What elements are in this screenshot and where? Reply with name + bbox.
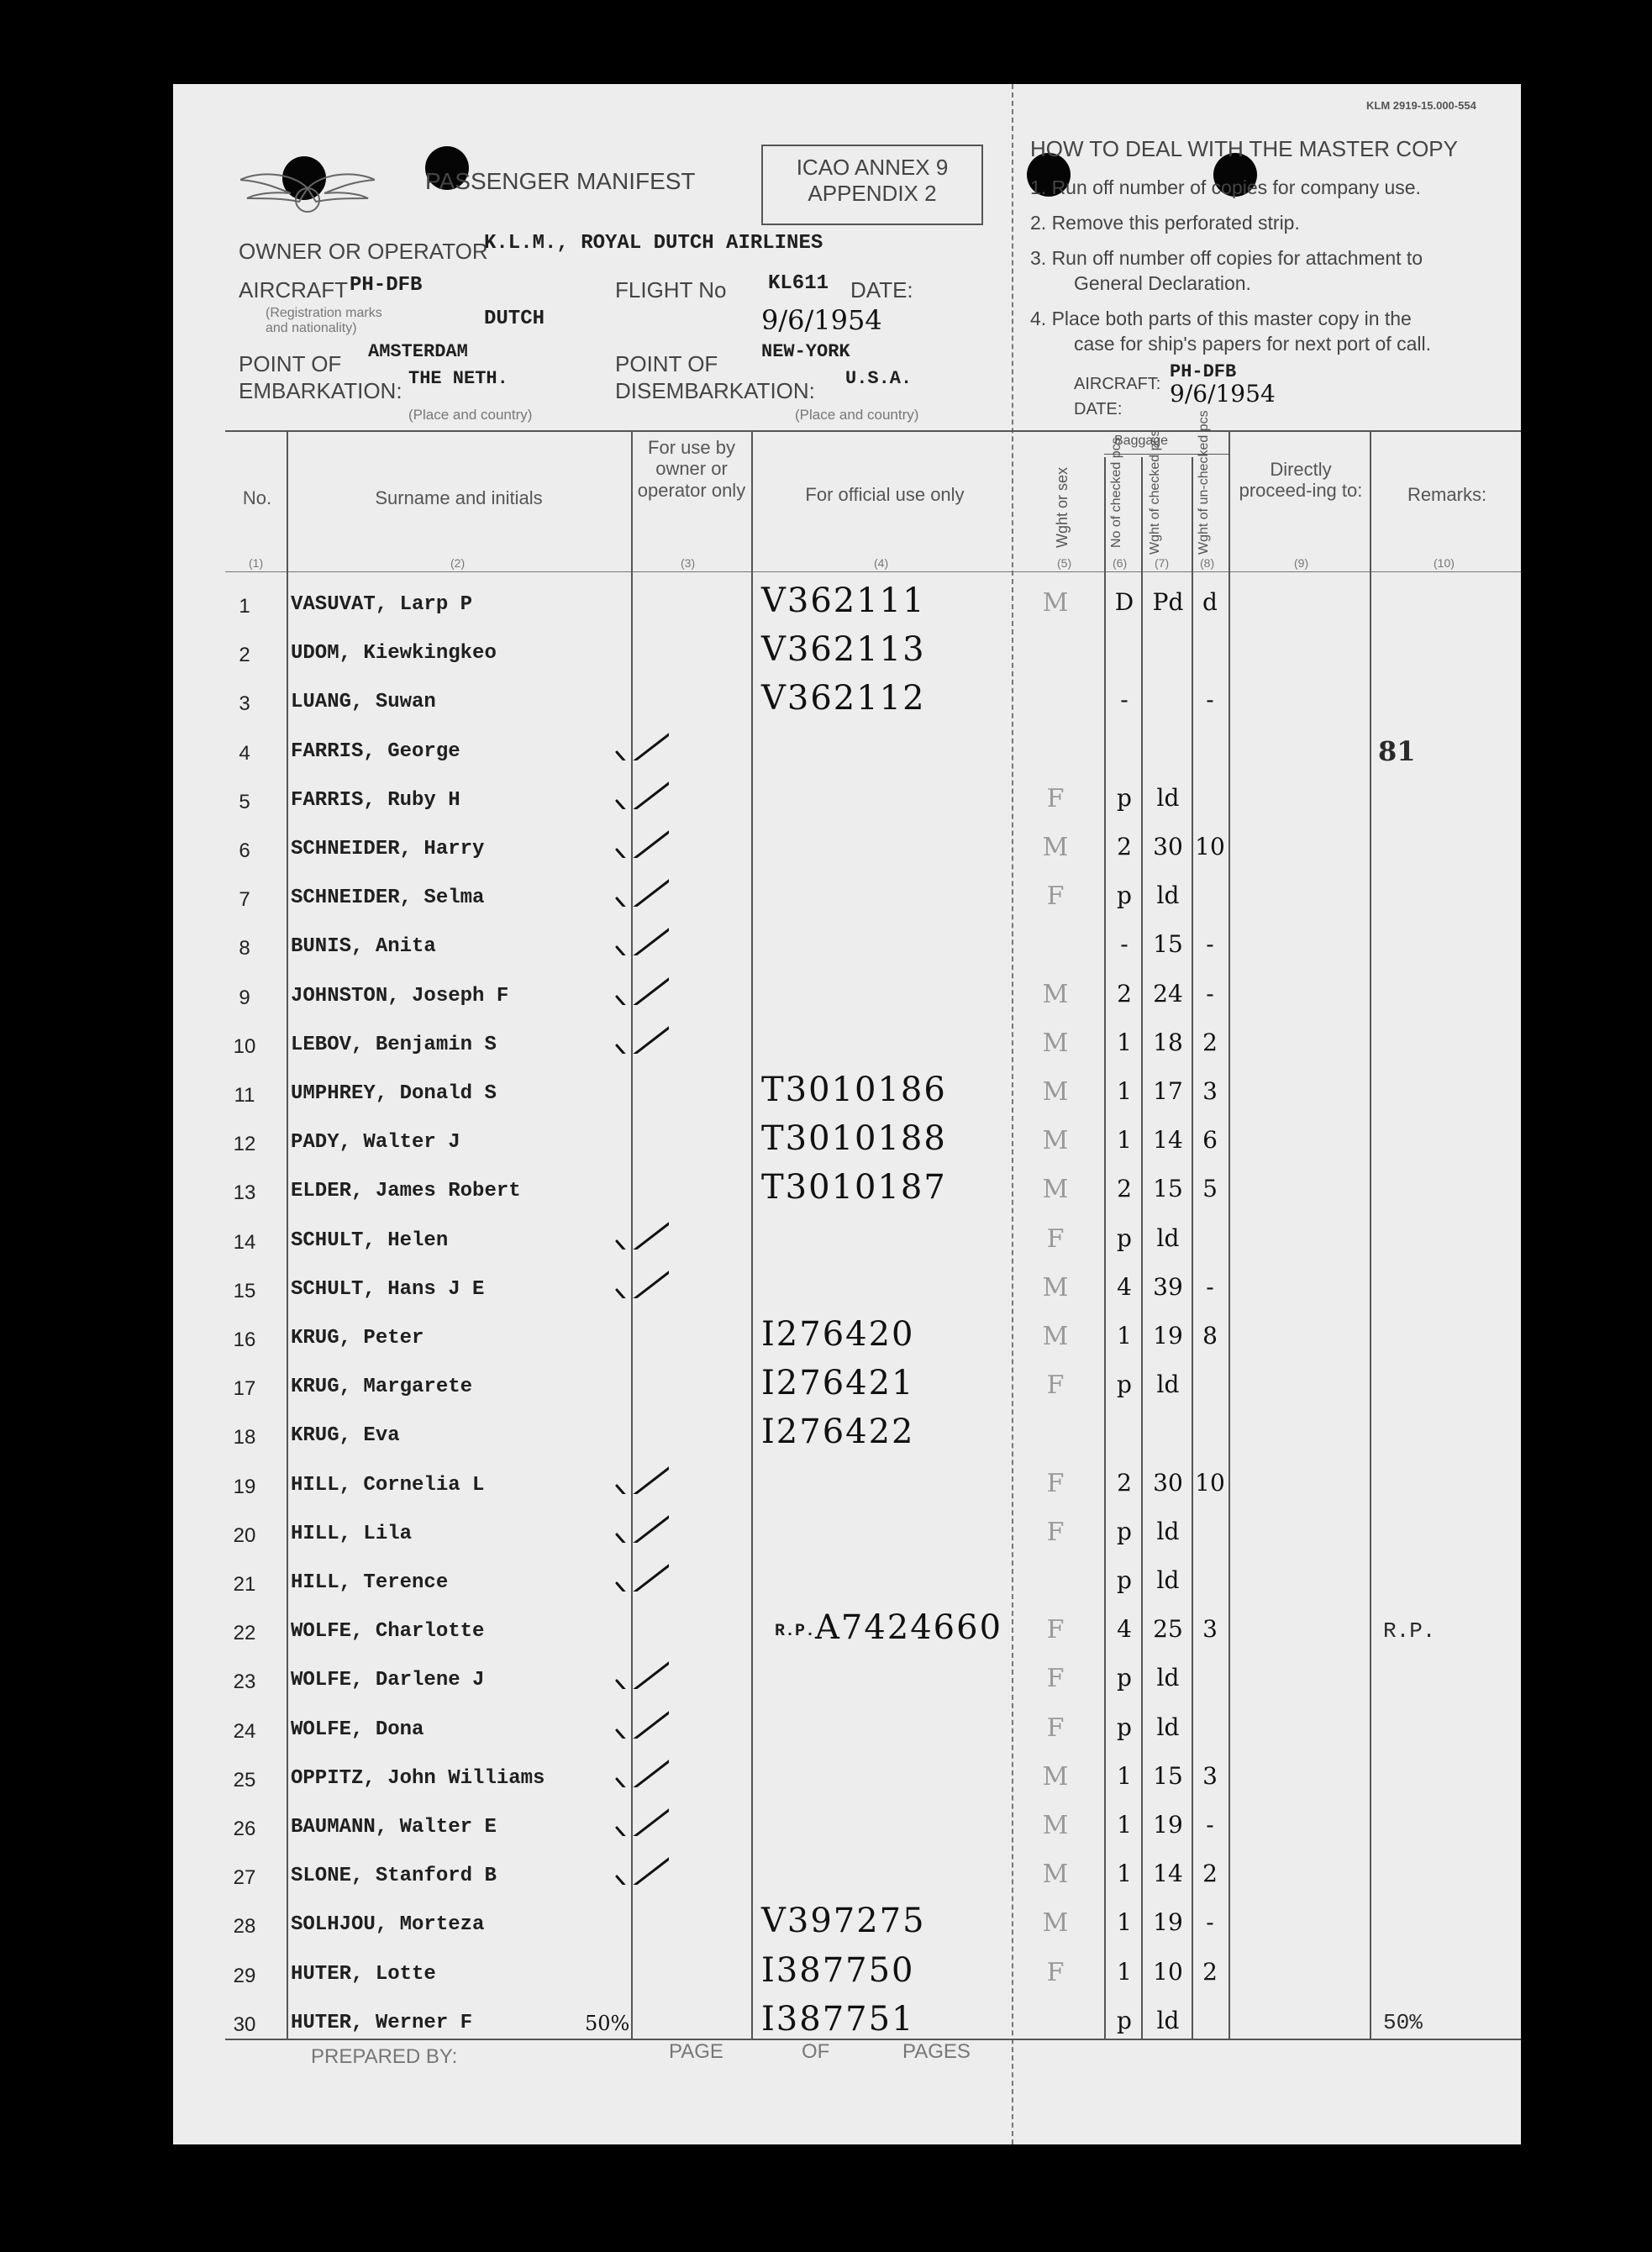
form-code: KLM 2919-15.000-554 <box>1366 99 1476 112</box>
passenger-name: KRUG, Eva <box>291 1424 400 1448</box>
row-number: 21 <box>233 1573 256 1596</box>
master-date-label: DATE: <box>1074 400 1123 418</box>
checked-pcs: - <box>1120 686 1129 714</box>
checked-pcs: 1 <box>1117 1761 1132 1790</box>
row-number: 25 <box>233 1768 256 1792</box>
checked-pcs: 1 <box>1117 1908 1132 1937</box>
checked-pcs: p <box>1117 2006 1132 2034</box>
col-num: (9) <box>1294 556 1309 570</box>
page-label: PAGE <box>669 2040 723 2063</box>
checked-pcs: p <box>1117 1566 1132 1594</box>
official-number: I276420 <box>761 1315 915 1354</box>
registration-note-2: and nationality) <box>266 321 357 335</box>
manifest-sheet <box>173 84 1521 2144</box>
master-step-3b: General Declaration. <box>1074 272 1251 294</box>
col-rule <box>1370 430 1371 2039</box>
checked-pcs: p <box>1117 1713 1132 1741</box>
row-number: 30 <box>233 2013 256 2036</box>
weight-or-sex: F <box>1046 881 1065 912</box>
weight-or-sex: M <box>1042 1126 1069 1156</box>
date-label: DATE: <box>850 277 913 303</box>
weight-checked: 19 <box>1153 1322 1183 1350</box>
weight-checked: 39 <box>1153 1272 1183 1301</box>
col-official-header: For official use only <box>805 484 965 505</box>
row-number: 26 <box>233 1818 256 1840</box>
weight-unchecked: 10 <box>1195 833 1225 860</box>
passenger-name: VASUVAT, Larp P <box>291 593 473 616</box>
check-mark <box>610 1558 669 1592</box>
row-number: 17 <box>233 1377 256 1401</box>
checked-pcs: 2 <box>1117 979 1132 1008</box>
row-number: 8 <box>239 937 250 960</box>
checked-pcs: 1 <box>1117 1077 1132 1105</box>
row-number: 18 <box>233 1426 256 1450</box>
passenger-name: SCHNEIDER, Selma <box>291 887 485 910</box>
checked-pcs: 1 <box>1117 1860 1132 1888</box>
official-number: T3010187 <box>761 1168 947 1208</box>
weight-checked: ld <box>1156 1566 1180 1594</box>
perforation-line <box>1012 84 1013 2144</box>
row-number: 7 <box>239 888 250 912</box>
aircraft-value: PH-DFB <box>350 274 423 297</box>
weight-unchecked: 3 <box>1202 1615 1218 1644</box>
col-num: (5) <box>1057 556 1072 570</box>
weight-checked: Pd <box>1152 588 1184 616</box>
col-num: (1) <box>249 556 264 570</box>
weight-unchecked: - <box>1206 1272 1214 1301</box>
checked-pcs: 4 <box>1117 1615 1132 1644</box>
check-mark <box>610 824 669 858</box>
weight-or-sex: F <box>1046 1517 1065 1547</box>
flight-value: KL611 <box>768 272 829 295</box>
row-number: 15 <box>233 1279 256 1302</box>
passenger-name: BUNIS, Anita <box>291 935 436 959</box>
passenger-name: FARRIS, George <box>291 739 460 763</box>
passenger-name: WOLFE, Charlotte <box>291 1620 485 1644</box>
date-value: 9/6/1954 <box>761 304 882 336</box>
weight-or-sex: M <box>1042 588 1069 618</box>
passenger-name: SLONE, Stanford B <box>291 1865 497 1888</box>
weight-unchecked: d <box>1202 588 1218 616</box>
passenger-name: UDOM, Kiewkingkeo <box>291 642 497 666</box>
weight-or-sex: F <box>1046 1664 1065 1694</box>
official-number: V362111 <box>761 581 926 620</box>
weight-unchecked: 3 <box>1202 1761 1218 1790</box>
checked-pcs: 1 <box>1117 1957 1132 1986</box>
weight-checked: 17 <box>1153 1077 1183 1105</box>
col-checked-pcs-header: No of checked pcs <box>1109 437 1123 548</box>
master-date-value: 9/6/1954 <box>1170 380 1276 408</box>
passenger-name: UMPHREY, Donald S <box>291 1082 497 1105</box>
passenger-name: SCHULT, Hans J E <box>291 1277 485 1301</box>
pages-label: PAGES <box>902 2040 971 2063</box>
col-num: (3) <box>681 556 696 570</box>
weight-checked: ld <box>1156 881 1180 910</box>
weight-checked: 10 <box>1153 1957 1183 1986</box>
checked-pcs: p <box>1117 1223 1132 1252</box>
weight-checked: 25 <box>1153 1615 1183 1644</box>
checked-pcs: 1 <box>1117 1028 1132 1056</box>
weight-or-sex: M <box>1042 1811 1069 1840</box>
weight-or-sex: M <box>1042 979 1069 1009</box>
passenger-name: LUANG, Suwan <box>291 691 436 714</box>
passenger-name: FARRIS, Ruby H <box>291 788 460 812</box>
official-number: I387751 <box>761 1999 915 2039</box>
passenger-name: BAUMANN, Walter E <box>291 1816 497 1839</box>
weight-checked: 19 <box>1153 1811 1183 1839</box>
col-remarks-header: Remarks: <box>1407 484 1487 505</box>
row-number: 16 <box>233 1329 256 1351</box>
check-mark <box>610 1655 669 1689</box>
master-step-4b: case for ship's papers for next port of call. <box>1074 333 1431 355</box>
embark-value-1: AMSTERDAM <box>368 341 468 362</box>
row-number: 12 <box>233 1133 256 1156</box>
weight-checked: ld <box>1156 1713 1180 1741</box>
disembark-label-2: DISEMBARKATION: <box>615 378 815 403</box>
master-step-1: 1. Run off number of copies for company use. <box>1030 176 1421 198</box>
passenger-name: HUTER, Lotte <box>291 1962 436 1986</box>
weight-checked: 15 <box>1153 930 1183 959</box>
checked-pcs: p <box>1117 1517 1132 1545</box>
checked-pcs: 1 <box>1117 1322 1132 1350</box>
weight-unchecked: 8 <box>1202 1322 1218 1350</box>
weight-or-sex: F <box>1046 1223 1065 1254</box>
check-mark <box>610 1705 669 1739</box>
weight-checked: 18 <box>1153 1028 1183 1056</box>
weight-unchecked: 3 <box>1202 1077 1218 1105</box>
weight-or-sex: M <box>1042 1077 1069 1107</box>
weight-or-sex: F <box>1046 1371 1065 1401</box>
col-rule <box>1104 457 1106 2039</box>
passenger-name: LEBOV, Benjamin S <box>291 1033 497 1056</box>
passenger-name: KRUG, Margarete <box>291 1376 473 1399</box>
official-number: V362113 <box>761 630 926 670</box>
check-mark <box>610 1851 669 1885</box>
row-number: 23 <box>233 1671 256 1694</box>
weight-or-sex: F <box>1046 1713 1065 1743</box>
master-aircraft-value: PH-DFB <box>1170 361 1237 382</box>
weight-unchecked: 10 <box>1195 1468 1225 1497</box>
table-top-rule <box>225 430 1521 432</box>
weight-or-sex: M <box>1042 1860 1069 1890</box>
passenger-name: SOLHJOU, Morteza <box>291 1913 485 1937</box>
place-country-note-2: (Place and country) <box>795 407 919 423</box>
col-num: (6) <box>1113 556 1128 570</box>
owner-label: OWNER OR OPERATOR <box>239 239 488 264</box>
remarks-value: 50% <box>1383 2009 1423 2035</box>
checked-pcs: - <box>1120 930 1129 959</box>
table-bottom-rule <box>225 2039 1521 2040</box>
row-number: 2 <box>239 644 250 667</box>
row-number: 5 <box>239 790 250 813</box>
weight-unchecked: 2 <box>1202 1860 1218 1888</box>
embark-label-1: POINT OF <box>239 351 342 376</box>
row-number: 1 <box>239 595 250 618</box>
passenger-name: JOHNSTON, Joseph F <box>291 984 509 1008</box>
row-number: 3 <box>239 692 250 716</box>
weight-or-sex: M <box>1042 1272 1069 1302</box>
weight-or-sex: M <box>1042 1175 1069 1205</box>
weight-or-sex: M <box>1042 1761 1069 1792</box>
passenger-name: HILL, Terence <box>291 1571 449 1594</box>
embark-value-2: THE NETH. <box>408 368 508 389</box>
embark-label-2: EMBARKATION: <box>239 378 402 403</box>
check-mark <box>610 1754 669 1787</box>
weight-unchecked: 2 <box>1202 1957 1218 1986</box>
weight-unchecked: - <box>1206 979 1214 1008</box>
col-rule <box>751 430 753 2039</box>
weight-checked: 30 <box>1153 833 1183 860</box>
check-mark <box>610 727 669 760</box>
row-number: 29 <box>233 1964 256 1987</box>
master-step-3: 3. Run off number off copies for attachment to <box>1030 247 1423 269</box>
check-mark <box>610 1020 669 1054</box>
weight-checked: ld <box>1156 1664 1180 1692</box>
weight-unchecked: - <box>1206 686 1214 714</box>
passenger-name: HILL, Cornelia L <box>291 1473 485 1497</box>
check-mark <box>610 1802 669 1836</box>
passenger-extra: 50% <box>585 2011 630 2035</box>
flight-label: FLIGHT No <box>615 277 727 303</box>
passenger-name: HILL, Lila <box>291 1522 413 1545</box>
weight-checked: ld <box>1156 1517 1180 1545</box>
passenger-name: HUTER, Werner F <box>291 2011 473 2034</box>
row-number: 24 <box>233 1719 256 1743</box>
checked-pcs: 2 <box>1117 1468 1132 1497</box>
checked-pcs: p <box>1117 881 1132 910</box>
row-number: 11 <box>234 1084 255 1107</box>
passenger-name: OPPITZ, John Williams <box>291 1766 545 1790</box>
weight-unchecked: 6 <box>1202 1126 1218 1155</box>
check-mark <box>610 873 669 907</box>
row-number: 6 <box>239 839 250 862</box>
check-mark <box>610 971 669 1005</box>
checked-pcs: p <box>1117 1664 1132 1692</box>
check-mark <box>610 1265 669 1298</box>
place-country-note: (Place and country) <box>408 407 533 423</box>
check-mark <box>610 1460 669 1494</box>
registration-note-1: (Registration marks <box>266 306 382 320</box>
master-copy-heading: HOW TO DEAL WITH THE MASTER COPY <box>1030 136 1458 161</box>
weight-checked: 15 <box>1153 1175 1183 1203</box>
weight-unchecked: 5 <box>1202 1175 1218 1203</box>
weight-or-sex: M <box>1042 1322 1069 1351</box>
disembark-value-2: U.S.A. <box>845 368 913 389</box>
check-mark <box>610 776 669 809</box>
col-directly-header: Directly proceed-ing to: <box>1239 459 1363 502</box>
weight-checked: 14 <box>1153 1126 1183 1155</box>
icao-line-1: ICAO ANNEX 9 <box>796 155 949 180</box>
passenger-name: KRUG, Peter <box>291 1327 424 1350</box>
check-mark <box>610 922 669 955</box>
checked-pcs: p <box>1117 1371 1132 1399</box>
of-label: OF <box>802 2040 830 2063</box>
col-surname-header: Surname and initials <box>375 487 543 508</box>
remarks-value: 81 <box>1378 734 1416 767</box>
col-rule <box>287 430 288 2039</box>
weight-checked: 24 <box>1153 979 1183 1008</box>
weight-unchecked: - <box>1206 930 1214 959</box>
row-number: 19 <box>233 1475 256 1498</box>
row-number: 27 <box>233 1866 256 1890</box>
check-mark <box>610 1509 669 1543</box>
passenger-name: WOLFE, Dona <box>291 1718 424 1741</box>
weight-or-sex: F <box>1046 1468 1065 1498</box>
row-number: 14 <box>233 1230 256 1254</box>
official-number: A7424660 <box>815 1608 1003 1648</box>
passenger-name: WOLFE, Darlene J <box>291 1669 485 1692</box>
official-number: T3010188 <box>761 1119 947 1159</box>
row-number: 10 <box>233 1034 256 1058</box>
check-mark <box>610 1216 669 1250</box>
official-number: T3010186 <box>761 1071 947 1109</box>
weight-or-sex: M <box>1042 1908 1069 1939</box>
disembark-label-1: POINT OF <box>615 351 718 376</box>
passenger-name: PADY, Walter J <box>291 1131 460 1155</box>
weight-unchecked: - <box>1206 1908 1214 1937</box>
row-number: 22 <box>233 1622 256 1645</box>
official-number: I276421 <box>761 1364 915 1403</box>
official-number: I276422 <box>761 1413 915 1452</box>
weight-checked: 30 <box>1153 1468 1183 1497</box>
weight-checked: ld <box>1156 2006 1180 2034</box>
col-owner-use-header: For use by owner or operator only <box>637 437 746 501</box>
weight-or-sex: M <box>1042 1028 1069 1058</box>
master-step-4: 4. Place both parts of this master copy in the <box>1030 308 1412 329</box>
official-number: V397275 <box>761 1902 926 1941</box>
klm-wings-logo <box>240 163 375 222</box>
weight-or-sex: F <box>1046 1615 1065 1645</box>
aircraft-label: AIRCRAFT <box>239 277 348 303</box>
weight-unchecked: - <box>1206 1811 1214 1839</box>
col-num: (7) <box>1155 556 1170 570</box>
row-number: 4 <box>239 741 250 765</box>
col-baggage-header: Baggage <box>1114 434 1169 448</box>
master-aircraft-label: AIRCRAFT: <box>1074 375 1161 393</box>
weight-unchecked: 2 <box>1202 1028 1218 1056</box>
col-wght-unchecked-header: Wght of un-checked pcs <box>1197 410 1211 555</box>
weight-checked: ld <box>1156 783 1180 812</box>
master-step-2: 2. Remove this perforated strip. <box>1030 212 1300 234</box>
checked-pcs: 4 <box>1117 1272 1132 1301</box>
page-title: PASSENGER MANIFEST <box>425 168 696 194</box>
checked-pcs: 2 <box>1117 1175 1132 1203</box>
weight-checked: 19 <box>1153 1908 1183 1937</box>
checked-pcs: 1 <box>1117 1811 1132 1839</box>
disembark-value-1: NEW-YORK <box>761 341 850 362</box>
weight-or-sex: M <box>1042 833 1069 862</box>
weight-checked: 15 <box>1153 1761 1183 1790</box>
col-wght-checked-header: Wght of checked pcs <box>1148 429 1162 555</box>
col-rule <box>1141 457 1143 2039</box>
passenger-name: SCHNEIDER, Harry <box>291 838 485 860</box>
official-number: V362112 <box>761 679 926 718</box>
col-no-header: No. <box>242 487 272 508</box>
row-number: 20 <box>233 1523 256 1547</box>
weight-checked: ld <box>1156 1371 1180 1399</box>
row-number: 13 <box>233 1181 256 1205</box>
row-number: 9 <box>239 986 250 1009</box>
weight-checked: ld <box>1156 1223 1180 1252</box>
passenger-name: SCHULT, Helen <box>291 1229 449 1252</box>
weight-or-sex: F <box>1046 1957 1065 1987</box>
col-num: (4) <box>874 556 889 570</box>
table-header-rule <box>225 571 1521 572</box>
official-prefix: R.P. <box>775 1622 816 1642</box>
row-number: 28 <box>233 1915 256 1939</box>
col-weight-sex-header: Wght or sex <box>1054 466 1071 548</box>
owner-value: K.L.M., ROYAL DUTCH AIRLINES <box>484 232 823 255</box>
nationality-value: DUTCH <box>484 308 545 330</box>
col-rule <box>1228 430 1230 2039</box>
col-num: (10) <box>1434 556 1455 570</box>
weight-checked: 14 <box>1153 1860 1183 1888</box>
remarks-value: R.P. <box>1383 1618 1436 1644</box>
col-num: (8) <box>1200 556 1215 570</box>
checked-pcs: 2 <box>1117 833 1132 860</box>
prepared-by-label: PREPARED BY: <box>311 2045 458 2068</box>
official-number: I387750 <box>761 1950 915 1990</box>
icao-line-2: APPENDIX 2 <box>808 181 937 206</box>
weight-or-sex: F <box>1046 783 1065 813</box>
icao-box <box>761 145 983 225</box>
checked-pcs: p <box>1117 783 1132 812</box>
passenger-name: ELDER, James Robert <box>291 1180 521 1203</box>
col-num: (2) <box>450 556 466 570</box>
checked-pcs: 1 <box>1117 1126 1132 1155</box>
checked-pcs: D <box>1114 588 1134 616</box>
